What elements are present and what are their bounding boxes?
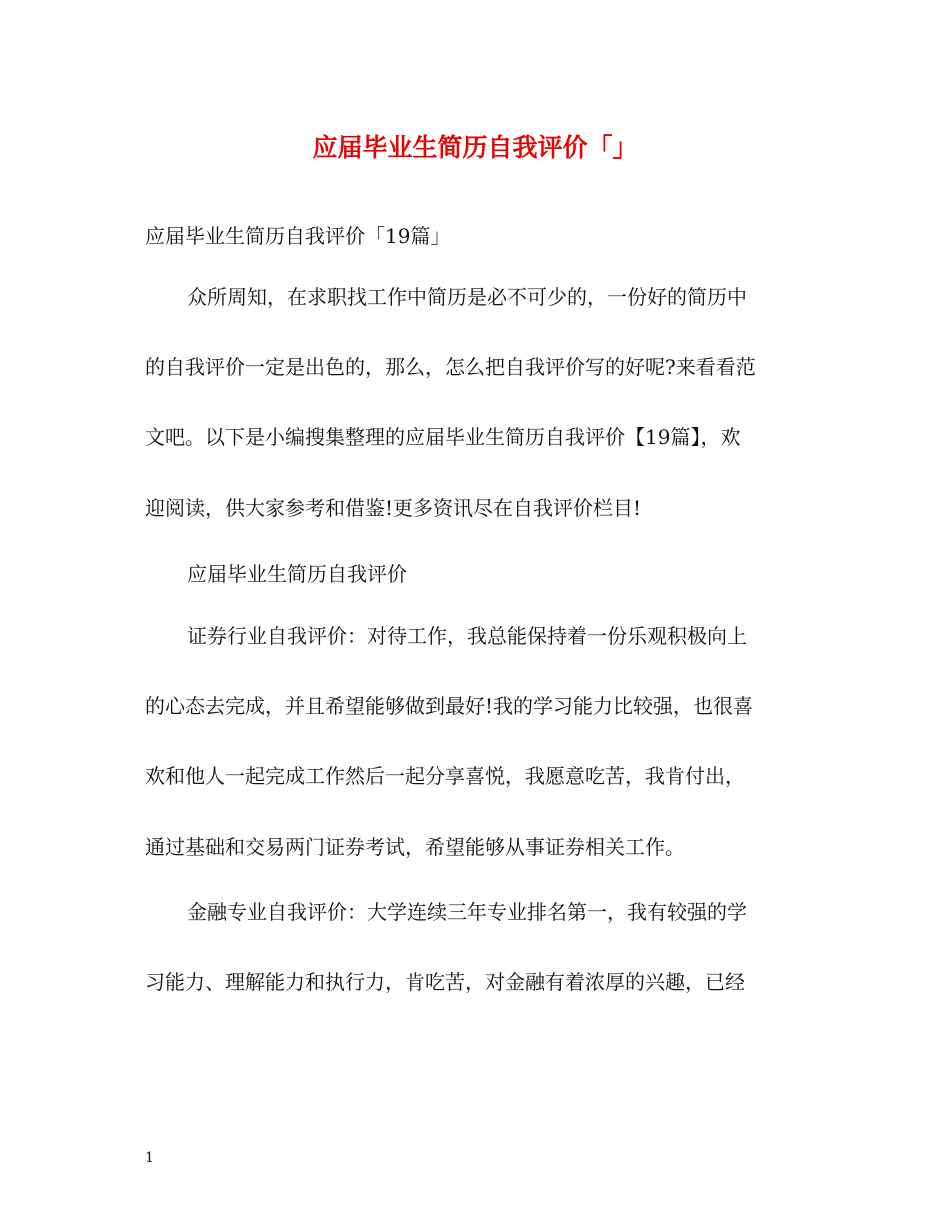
body-line-10: 金融专业自我评价：大学连续三年专业排名第一，我有较强的学	[187, 900, 747, 924]
document-title: 应届毕业生简历自我评价「」	[312, 133, 638, 162]
section-heading: 应届毕业生简历自我评价	[187, 562, 407, 586]
document-subtitle: 应届毕业生简历自我评价「19篇」	[145, 224, 451, 248]
body-line-7: 的心态去完成，并且希望能够做到最好!我的学习能力比较强，也很喜	[145, 694, 754, 718]
body-line-4: 迎阅读，供大家参考和借鉴!更多资讯尽在自我评价栏目!	[145, 496, 642, 520]
body-line-1: 众所周知，在求职找工作中简历是必不可少的，一份好的简历中	[187, 285, 747, 309]
page-number: 1	[145, 1150, 154, 1166]
body-line-2: 的自我评价一定是出色的，那么，怎么把自我评价写的好呢?来看看范	[145, 355, 756, 379]
body-line-8: 欢和他人一起完成工作然后一起分享喜悦，我愿意吃苦，我肯付出，	[145, 764, 745, 788]
body-line-3: 文吧。以下是小编搜集整理的应届毕业生简历自我评价【19篇】，欢	[145, 425, 741, 449]
body-line-9: 通过基础和交易两门证券考试，希望能够从事证券相关工作。	[145, 835, 685, 859]
body-line-11: 习能力、理解能力和执行力，肯吃苦，对金融有着浓厚的兴趣，已经	[145, 970, 745, 994]
body-line-6: 证券行业自我评价：对待工作，我总能保持着一份乐观积极向上	[187, 624, 747, 648]
